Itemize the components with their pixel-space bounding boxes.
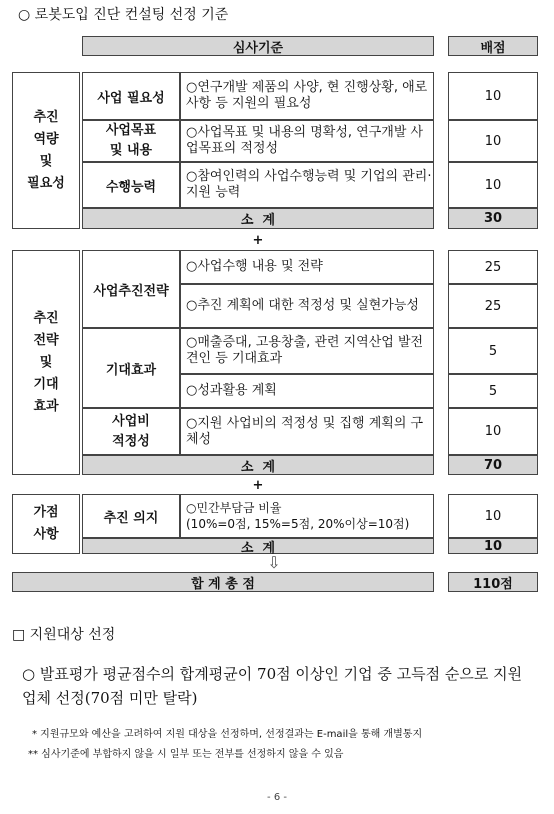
header-criteria: 심사기준 [82, 36, 434, 56]
item-score-strategy-1: 25 [448, 250, 538, 284]
plus-sign-1: + [252, 233, 264, 248]
subtotal-score-1: 30 [448, 208, 538, 229]
item-text-necessity: ○연구개발 제품의 사양, 현 진행상황, 애로사항 등 지원의 필요성 [180, 72, 434, 120]
item-text-budget: ○지원 사업비의 적정성 및 집행 계획의 구체성 [180, 408, 434, 455]
subtotal-label-2: 소 계 [82, 455, 434, 475]
total-score: 110점 [448, 572, 538, 592]
item-text-effects-1: ○매출증대, 고용창출, 관련 지역산업 발전견인 등 기대효과 [180, 328, 434, 374]
item-score-necessity: 10 [448, 72, 538, 120]
item-score-budget: 10 [448, 408, 538, 455]
item-score-strategy-2: 25 [448, 284, 538, 328]
item-text-strategy-2: ○추진 계획에 대한 적정성 및 실현가능성 [180, 284, 434, 328]
item-score-goals: 10 [448, 120, 538, 162]
group-name-budget: 사업비 적정성 [82, 408, 180, 455]
subtotal-label-1: 소 계 [82, 208, 434, 229]
item-score-effects-1: 5 [448, 328, 538, 374]
down-arrow-icon: ⇩ [267, 553, 281, 572]
note-2: ** 심사기준에 부합하지 않을 시 일부 또는 전부를 선정하지 않을 수 있음 [28, 749, 344, 760]
group-name-strategy: 사업추진전략 [82, 250, 180, 328]
section-label-bonus: 가점 사항 [12, 494, 80, 554]
subtotal-score-3: 10 [448, 538, 538, 554]
group-name-capacity: 수행능력 [82, 162, 180, 208]
group-name-effects: 기대효과 [82, 328, 180, 408]
item-text-strategy-1: ○사업수행 내용 및 전략 [180, 250, 434, 284]
section-label-strategy: 추진 전략 및 기대 효과 [12, 250, 80, 475]
selection-section-title: □ 지원대상 선정 [12, 627, 116, 643]
item-text-capacity: ○참여인력의 사업수행능력 및 기업의 관리·지원 능력 [180, 162, 434, 208]
page-number: - 6 - [267, 792, 287, 803]
item-text-commitment: ○민간부담금 비율 (10%=0점, 15%=5점, 20%이상=10점) [180, 494, 434, 538]
note-1: * 지원규모와 예산을 고려하여 지원 대상을 선정하며, 선정결과는 E-mail을 통해 개별통지 [32, 729, 423, 740]
item-score-effects-2: 5 [448, 374, 538, 408]
header-score: 배점 [448, 36, 538, 56]
item-text-effects-2: ○성과활용 계획 [180, 374, 434, 408]
selection-paragraph: ○ 발표평가 평균점수의 합계평균이 70점 이상인 기업 중 고득점 순으로 지원업체 선정(70점 미만 탈락) [22, 665, 523, 707]
item-score-commitment: 10 [448, 494, 538, 538]
plus-sign-2: + [252, 478, 264, 493]
subtotal-label-3: 소 계 [82, 538, 434, 554]
criteria-heading: ○ 로봇도입 진단 컨설팅 선정 기준 [18, 7, 229, 23]
section-label-capability: 추진 역량 및 필요성 [12, 72, 80, 229]
subtotal-score-2: 70 [448, 455, 538, 475]
group-name-goals: 사업목표 및 내용 [82, 120, 180, 162]
group-name-necessity: 사업 필요성 [82, 72, 180, 120]
total-label: 합 계 총 점 [12, 572, 434, 592]
group-name-commitment: 추진 의지 [82, 494, 180, 538]
item-text-goals: ○사업목표 및 내용의 명확성, 연구개발 사업목표의 적정성 [180, 120, 434, 162]
item-score-capacity: 10 [448, 162, 538, 208]
